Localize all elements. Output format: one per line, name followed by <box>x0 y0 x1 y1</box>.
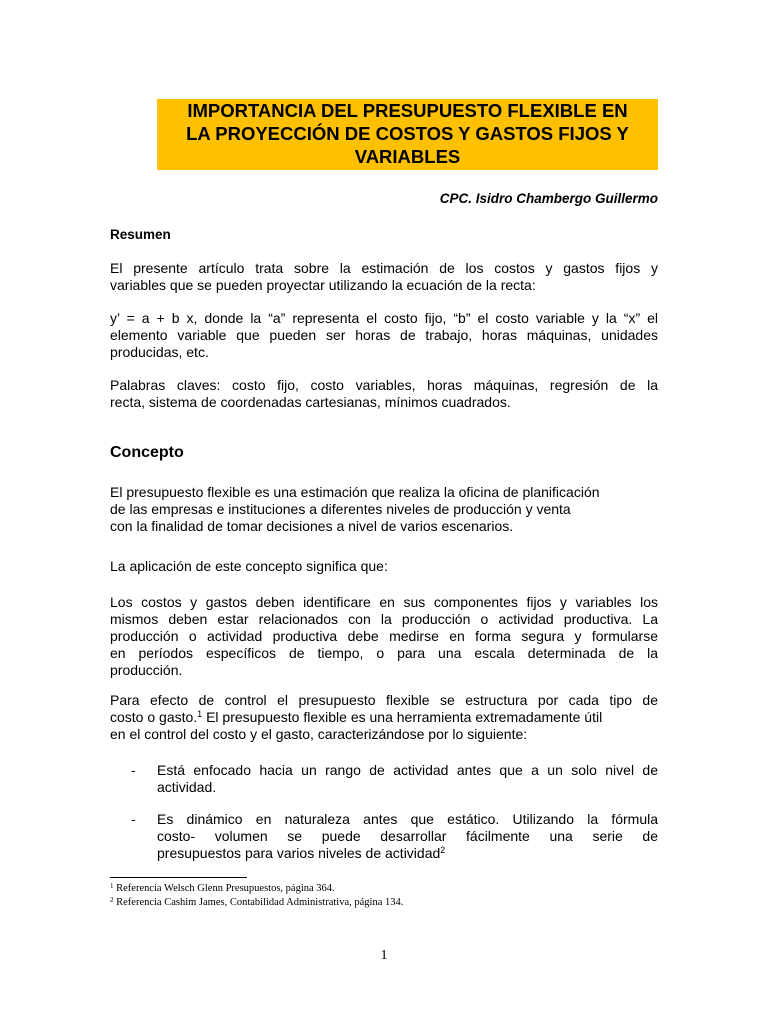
footnote-text: Referencia Welsch Glenn Presupuestos, página 364. <box>116 883 335 894</box>
footnote-2 <box>110 896 403 909</box>
page-number: 1 <box>380 948 388 963</box>
text-line: Para efecto de control el presupuesto flexible se estructura por cada tipo de <box>110 692 658 708</box>
text-line: producción. <box>110 662 183 678</box>
concepto-paragraph-1 <box>110 484 658 535</box>
text-line: y’ = a + b x, donde la “a” representa el costo fijo, “b” el costo variable y la “x” el <box>110 310 658 326</box>
resumen-paragraph-2 <box>110 310 658 361</box>
text-line: en el control del costo y el gasto, caracterizándose por lo siguiente: <box>110 726 528 742</box>
text-line: El presupuesto flexible es una estimación que realiza la oficina de planificación <box>110 484 600 500</box>
concepto-paragraph-3 <box>110 594 658 679</box>
text-line: Es dinámico en naturaleza antes que estático. Utilizando la fórmula <box>157 811 658 827</box>
concepto-paragraph-4 <box>110 692 658 743</box>
text-line: El presente artículo trata sobre la estimación de los costos y gastos fijos y <box>110 260 658 276</box>
text-line: costo- volumen se puede desarrollar fácilmente una serie de <box>157 828 658 844</box>
bullet-marker: - <box>131 811 136 827</box>
keywords-paragraph <box>110 377 658 411</box>
footnote-1 <box>110 882 335 895</box>
resumen-heading: Resumen <box>110 227 171 242</box>
text-line: en períodos específicos de tiempo, o para una escala determinada de la <box>110 645 658 661</box>
text-line: con la finalidad de tomar decisiones a nivel de varios escenarios. <box>110 518 514 534</box>
text-line <box>110 709 658 726</box>
text-line: producidas, etc. <box>110 344 209 360</box>
bullet-item-2 <box>157 811 658 862</box>
footnote-number: 1 <box>110 882 114 890</box>
footnote-text: Referencia Cashim James, Contabilidad Administrativa, página 134. <box>116 897 404 908</box>
text-line: recta, sistema de coordenadas cartesianas, mínimos cuadrados. <box>110 394 511 410</box>
text-line: variables que se pueden proyectar utilizando la ecuación de la recta: <box>110 277 536 293</box>
text-fragment: El presupuesto flexible es una herramienta extremadamente útil <box>202 709 603 725</box>
title-line-3: VARIABLES <box>354 146 461 167</box>
text-line <box>157 845 658 862</box>
title-line-1: IMPORTANCIA DEL PRESUPUESTO FLEXIBLE EN <box>187 100 628 121</box>
text-fragment: costo o gasto. <box>110 709 198 725</box>
text-line: mismos deben estar relacionados con la producción o actividad productiva. La <box>110 611 658 627</box>
text-line: elemento variable que pueden ser horas de trabajo, horas máquinas, unidades <box>110 327 658 343</box>
text-line: Está enfocado hacia un rango de actividad antes que a un solo nivel de <box>157 762 658 778</box>
concepto-heading: Concepto <box>110 444 184 461</box>
resumen-paragraph-1 <box>110 260 658 294</box>
text-line: Los costos y gastos deben identificare en sus componentes fijos y variables los <box>110 594 658 610</box>
text-line: actividad. <box>157 779 217 795</box>
author-name: CPC. Isidro Chambergo Guillermo <box>439 191 658 206</box>
footnote-number: 2 <box>110 896 114 904</box>
bullet-item-1 <box>157 762 658 796</box>
bullet-marker: - <box>131 762 136 778</box>
footnote-ref-2: 2 <box>440 845 446 855</box>
footnote-separator <box>110 877 247 878</box>
footnote-ref-1: 1 <box>197 709 203 719</box>
concepto-paragraph-2 <box>110 558 658 575</box>
text-line: de las empresas e instituciones a diferentes niveles de producción y venta <box>110 501 571 517</box>
text-line: producción o actividad productiva debe medirse en forma segura y formularse <box>110 628 658 644</box>
text-fragment: presupuestos para varios niveles de actividad <box>157 845 441 861</box>
title-line-2: LA PROYECCIÓN DE COSTOS Y GASTOS FIJOS Y <box>186 123 629 144</box>
text-line: Palabras claves: costo fijo, costo variables, horas máquinas, regresión de la <box>110 377 658 393</box>
text-line: La aplicación de este concepto significa que: <box>110 558 388 574</box>
document-title <box>157 99 658 170</box>
